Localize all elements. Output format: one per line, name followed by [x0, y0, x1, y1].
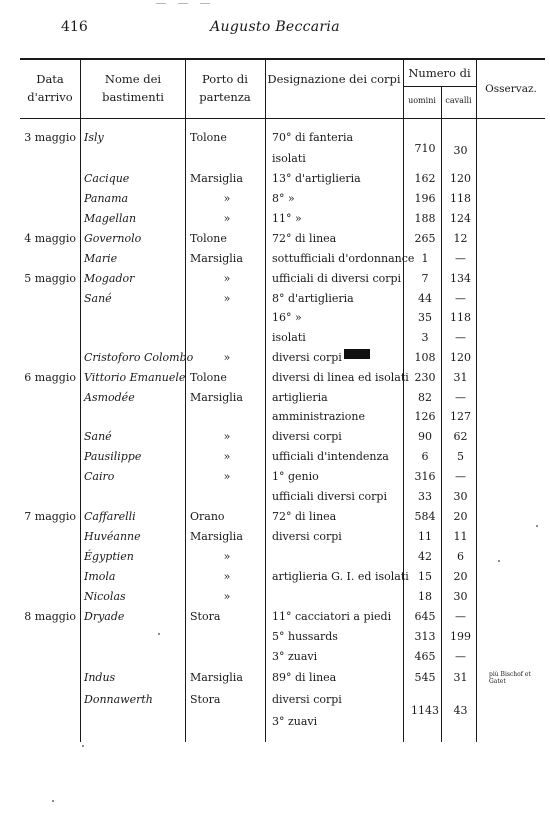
- port-cell: Tolone: [190, 131, 227, 144]
- designation-cell: diversi di linea ed isolati: [272, 371, 409, 384]
- ship-cell: Marie: [84, 252, 118, 265]
- running-title: Augusto Beccaria: [210, 19, 340, 35]
- port-cell: »: [223, 272, 231, 285]
- date-cell: 8 maggio: [24, 610, 76, 623]
- men-cell: 313: [414, 630, 436, 643]
- men-cell: 90: [418, 430, 432, 443]
- designation-cell: artiglieria G. I. ed isolati: [272, 570, 409, 583]
- designation-cell: 13° d'artiglieria: [272, 172, 361, 185]
- designation-cell: 8° d'artiglieria: [272, 292, 354, 305]
- designation-cell: 89° di linea: [272, 671, 337, 684]
- horses-cell: —: [455, 610, 466, 623]
- scan-dot: [52, 800, 54, 802]
- horses-cell: 118: [450, 192, 471, 205]
- port-cell: »: [223, 590, 231, 603]
- men-cell: 545: [414, 671, 436, 684]
- port-cell: »: [223, 470, 231, 483]
- men-cell: 188: [414, 212, 436, 225]
- margin-note: più Bischof et Gatet: [489, 671, 531, 685]
- men-cell: 7: [421, 272, 429, 285]
- scan-mark: [200, 3, 210, 4]
- designation-cell: isolati: [272, 152, 306, 165]
- designation-cell: 72° di linea: [272, 232, 337, 245]
- horses-cell: 31: [453, 671, 468, 684]
- port-cell: Marsiglia: [190, 391, 243, 404]
- designation-cell: diversi corpi: [272, 530, 342, 543]
- horses-cell: 120: [450, 172, 471, 185]
- designation-cell: ufficiali diversi corpi: [272, 490, 387, 503]
- ship-cell: Pausilippe: [84, 450, 142, 463]
- men-cell: 82: [418, 391, 432, 404]
- port-cell: »: [223, 550, 231, 563]
- port-cell: Stora: [190, 610, 221, 623]
- ship-cell: Égyptien: [84, 550, 134, 563]
- col-divider: [265, 58, 266, 742]
- horses-cell: —: [455, 650, 466, 663]
- men-cell: 1: [421, 252, 429, 265]
- port-cell: »: [223, 570, 231, 583]
- header-men: uomini: [408, 96, 436, 105]
- men-cell: 196: [414, 192, 436, 205]
- header-date: Data d'arrivo: [27, 72, 73, 104]
- port-cell: Orano: [190, 510, 225, 523]
- horses-cell: 11: [453, 530, 468, 543]
- designation-cell: 11° »: [272, 212, 302, 225]
- horses-cell: 120: [450, 351, 471, 364]
- ship-cell: Sané: [84, 430, 112, 443]
- port-cell: Stora: [190, 693, 221, 706]
- merged-horses-donnawerth: 43: [453, 704, 468, 717]
- men-cell: 584: [414, 510, 436, 523]
- ship-cell: Huvéanne: [84, 530, 141, 543]
- men-cell: 3: [421, 331, 429, 344]
- ship-cell: Magellan: [84, 212, 137, 225]
- horses-cell: 127: [450, 410, 471, 423]
- horses-cell: 6: [457, 550, 464, 563]
- horses-cell: 31: [453, 371, 468, 384]
- col-divider: [403, 58, 404, 742]
- designation-cell: artiglieria: [272, 391, 328, 404]
- port-cell: »: [223, 351, 231, 364]
- ship-cell: Caffarelli: [84, 510, 136, 523]
- designation-cell: ufficiali d'intendenza: [272, 450, 389, 463]
- horses-cell: —: [455, 292, 466, 305]
- scan-dot: [158, 633, 160, 635]
- men-cell: 108: [414, 351, 436, 364]
- men-cell: 316: [414, 470, 436, 483]
- header-port: Porto di partenza: [199, 72, 251, 104]
- designation-cell: ufficiali di diversi corpi: [272, 272, 402, 285]
- ship-cell: Dryade: [84, 610, 125, 623]
- men-cell: 15: [418, 570, 432, 583]
- designation-cell: diversi corpi: [272, 430, 342, 443]
- col-divider: [80, 58, 81, 742]
- designation-cell: diversi corpi: [272, 693, 342, 706]
- horses-cell: —: [455, 391, 466, 404]
- designation-cell: amministrazione: [272, 410, 365, 423]
- number-subhead-rule: [403, 86, 476, 87]
- scan-dot: [82, 745, 84, 747]
- port-cell: Tolone: [190, 232, 227, 245]
- page-number: 416: [61, 19, 88, 35]
- ship-cell: Asmodée: [84, 391, 135, 404]
- port-cell: Marsiglia: [190, 172, 243, 185]
- date-cell: 7 maggio: [24, 510, 76, 523]
- ship-cell: Donnawerth: [84, 693, 153, 706]
- ship-cell: Cacique: [84, 172, 130, 185]
- men-cell: 465: [414, 650, 436, 663]
- horses-cell: 5: [457, 450, 464, 463]
- ship-cell: Cristoforo Colombo: [84, 351, 194, 364]
- men-cell: 35: [418, 311, 432, 324]
- men-cell: 230: [414, 371, 436, 384]
- men-cell: 126: [414, 410, 436, 423]
- date-cell: 4 maggio: [24, 232, 76, 245]
- designation-cell: isolati: [272, 331, 306, 344]
- horses-cell: 12: [453, 232, 468, 245]
- horses-cell: —: [455, 252, 466, 265]
- port-cell: »: [223, 192, 231, 205]
- merged-men-isly: 710: [414, 142, 436, 155]
- designation-cell: 11° cacciatori a piedi: [272, 610, 392, 623]
- horses-cell: —: [455, 470, 466, 483]
- men-cell: 11: [418, 530, 432, 543]
- horses-cell: 30: [453, 490, 468, 503]
- header-designation: Designazione dei corpi: [267, 72, 401, 86]
- ship-cell: Panama: [84, 192, 129, 205]
- port-cell: »: [223, 212, 231, 225]
- designation-cell: 70° di fanteria: [272, 131, 354, 144]
- horses-cell: 30: [453, 590, 468, 603]
- table-top-rule: [20, 58, 545, 60]
- merged-horses-isly: 30: [453, 144, 468, 157]
- horses-cell: 199: [450, 630, 471, 643]
- ship-cell: Cairo: [84, 470, 115, 483]
- ship-cell: Indus: [84, 671, 116, 684]
- men-cell: 33: [418, 490, 432, 503]
- designation-cell: diversi corpi: [272, 351, 342, 364]
- ink-smudge: [344, 349, 370, 359]
- header-bottom-rule: [20, 118, 545, 119]
- ship-cell: Imola: [84, 570, 116, 583]
- header-number: Numero di: [408, 66, 471, 80]
- ship-cell: Vittorio Emanuele: [84, 371, 186, 384]
- scan-mark: [156, 3, 166, 4]
- men-cell: 265: [414, 232, 436, 245]
- horses-cell: 20: [453, 570, 468, 583]
- ship-cell: Sané: [84, 292, 112, 305]
- ship-cell: Isly: [84, 131, 104, 144]
- ship-cell: Nicolas: [84, 590, 126, 603]
- date-cell: 3 maggio: [24, 131, 76, 144]
- designation-cell: 3° zuavi: [272, 715, 318, 728]
- port-cell: Tolone: [190, 371, 227, 384]
- header-notes: Osservaz.: [485, 83, 537, 95]
- men-cell: 18: [418, 590, 432, 603]
- horses-cell: 134: [450, 272, 471, 285]
- port-cell: »: [223, 450, 231, 463]
- designation-cell: 3° zuavi: [272, 650, 318, 663]
- port-cell: Marsiglia: [190, 671, 243, 684]
- designation-cell: 5° hussards: [272, 630, 338, 643]
- designation-cell: 1° genio: [272, 470, 319, 483]
- col-divider: [185, 58, 186, 742]
- horses-cell: 62: [453, 430, 468, 443]
- port-cell: Marsiglia: [190, 530, 243, 543]
- date-cell: 6 maggio: [24, 371, 76, 384]
- merged-men-donnawerth: 1143: [411, 704, 439, 717]
- horses-cell: 20: [453, 510, 468, 523]
- horses-cell: 124: [450, 212, 471, 225]
- men-cell: 645: [414, 610, 436, 623]
- designation-cell: 72° di linea: [272, 510, 337, 523]
- men-cell: 162: [414, 172, 436, 185]
- header-horses: cavalli: [445, 96, 472, 105]
- designation-cell: 16° »: [272, 311, 302, 324]
- scan-mark: [178, 3, 188, 4]
- men-cell: 6: [421, 450, 429, 463]
- designation-cell: 8° »: [272, 192, 295, 205]
- port-cell: Marsiglia: [190, 252, 243, 265]
- ship-cell: Mogador: [84, 272, 135, 285]
- port-cell: »: [223, 292, 231, 305]
- scan-dot: [536, 525, 538, 527]
- port-cell: »: [223, 430, 231, 443]
- header-ship: Nome dei bastimenti: [102, 72, 164, 104]
- horses-cell: —: [455, 331, 466, 344]
- ship-cell: Governolo: [84, 232, 142, 245]
- designation-cell: sottufficiali d'ordonnance: [272, 252, 415, 265]
- men-cell: 42: [418, 550, 432, 563]
- scan-dot: [498, 560, 500, 562]
- horses-cell: 118: [450, 311, 471, 324]
- men-cell: 44: [418, 292, 432, 305]
- date-cell: 5 maggio: [24, 272, 76, 285]
